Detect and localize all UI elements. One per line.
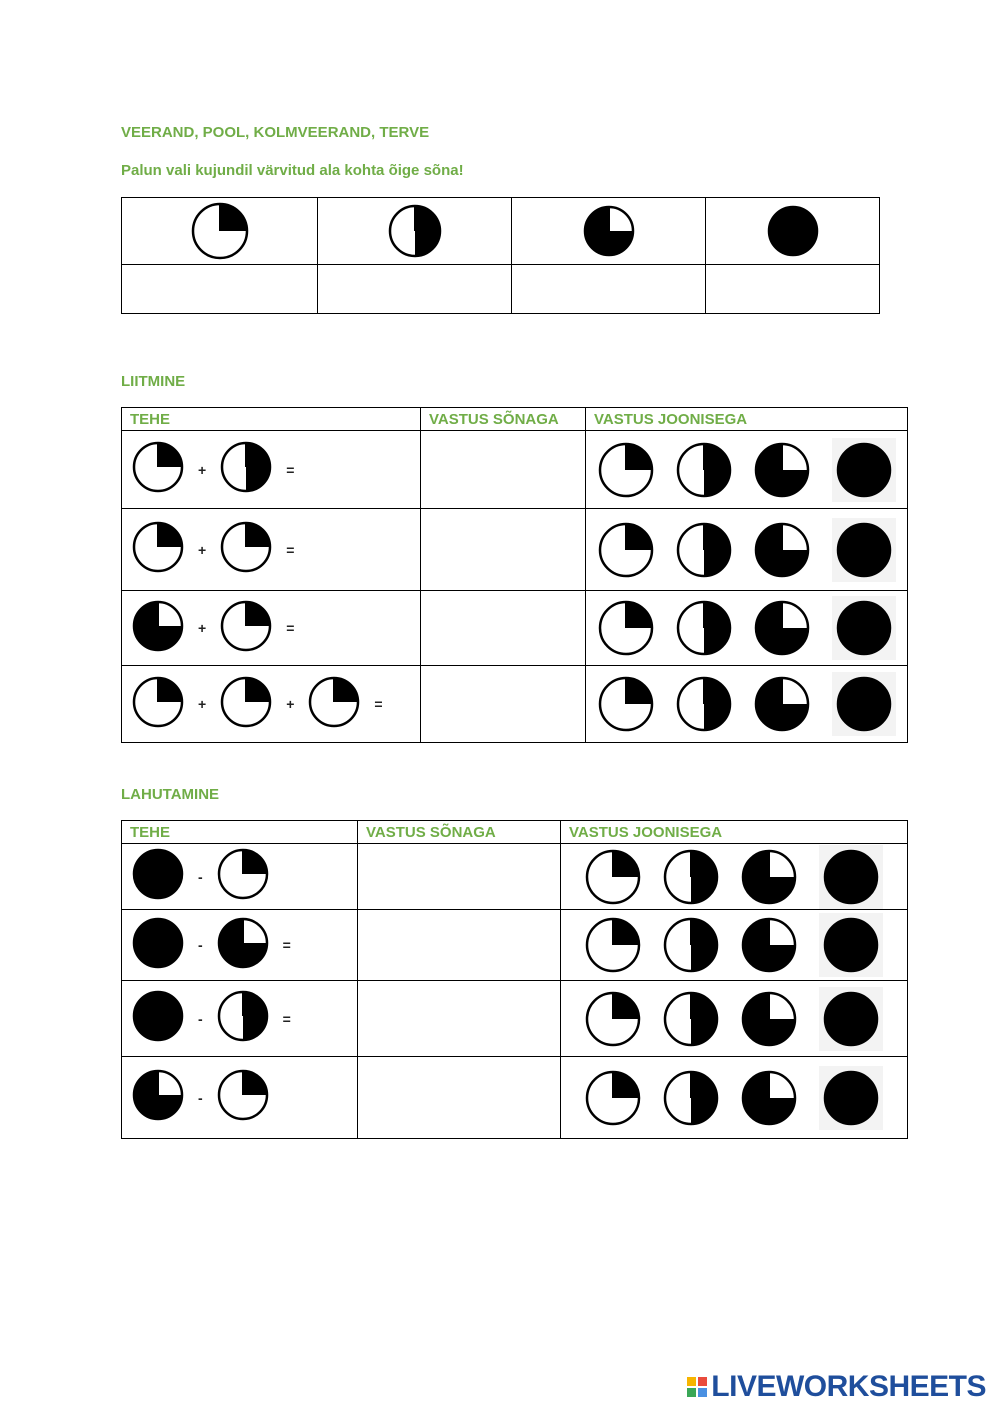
operation-cell — [122, 910, 358, 981]
word-answer-input[interactable] — [358, 844, 561, 910]
operator-sign: - — [198, 868, 203, 885]
word-answer-4[interactable] — [706, 265, 880, 314]
choice-three-quarter[interactable] — [741, 917, 797, 973]
whole-circle-icon — [823, 849, 879, 905]
term-whole — [132, 848, 184, 905]
term-half — [217, 990, 269, 1047]
answer-choices — [586, 672, 907, 736]
choice-three-quarter[interactable] — [741, 991, 797, 1047]
quarter-circle-icon — [191, 202, 249, 260]
operator-sign: = — [374, 696, 383, 712]
word-answer-3[interactable] — [512, 265, 706, 314]
term-quarter — [217, 1069, 269, 1126]
quarter-circle-icon — [132, 441, 184, 493]
operation-cell — [122, 509, 421, 591]
drawing-answer-cell — [561, 981, 908, 1057]
operator-sign: + — [198, 620, 207, 636]
subtraction-heading: LAHUTAMINE — [121, 786, 220, 803]
whole-circle-icon — [836, 676, 892, 732]
logo-text: LIVEWORKSHEETS — [711, 1370, 986, 1403]
quarter-circle-icon — [308, 676, 360, 728]
choice-half[interactable] — [676, 522, 732, 578]
term-three-quarter — [132, 600, 184, 657]
quarter-circle-icon — [598, 442, 654, 498]
choice-whole[interactable] — [832, 596, 896, 660]
three-quarter-circle-icon — [754, 442, 810, 498]
operation-cell — [122, 431, 421, 509]
three-quarter-circle-icon — [754, 600, 810, 656]
term-half — [220, 441, 272, 498]
table-row — [122, 981, 908, 1057]
operator-sign: + — [198, 541, 207, 558]
term-quarter — [132, 676, 184, 733]
choice-half[interactable] — [663, 849, 719, 905]
quarter-circle-icon — [598, 676, 654, 732]
answer-choices — [586, 438, 907, 502]
table-row — [122, 509, 908, 591]
three-quarter-circle-icon — [741, 991, 797, 1047]
answer-choices — [561, 845, 907, 909]
page-title: VEERAND, POOL, KOLMVEERAND, TERVE — [121, 124, 430, 141]
choice-quarter[interactable] — [598, 442, 654, 498]
shape-cell-2 — [318, 198, 512, 265]
answer-choices — [586, 518, 907, 582]
quarter-circle-icon — [585, 849, 641, 905]
choice-quarter[interactable] — [585, 1070, 641, 1126]
logo-icon — [687, 1377, 707, 1397]
term-quarter — [308, 676, 360, 733]
operation-cell — [122, 591, 421, 666]
addition-expression — [122, 676, 420, 733]
half-circle-icon — [676, 442, 732, 498]
drawing-answer-cell — [586, 591, 908, 666]
quarter-circle-icon — [598, 600, 654, 656]
choice-three-quarter[interactable] — [754, 676, 810, 732]
operator-sign: - — [198, 1010, 203, 1027]
choice-half[interactable] — [676, 600, 732, 656]
choice-quarter[interactable] — [598, 676, 654, 732]
table-row — [122, 1057, 908, 1139]
subtraction-table — [121, 820, 908, 1139]
addition-expression — [122, 600, 420, 657]
answer-choices — [561, 987, 907, 1051]
operation-cell — [122, 1057, 358, 1139]
table-row — [122, 666, 908, 743]
operator-sign: = — [282, 937, 291, 953]
operator-sign: - — [198, 1089, 203, 1106]
operator-sign: + — [198, 461, 207, 478]
half-circle-icon — [663, 1070, 719, 1126]
word-answer-input[interactable] — [358, 1057, 561, 1139]
quarter-circle-icon — [217, 848, 269, 900]
word-answer-input[interactable] — [358, 981, 561, 1057]
table-row — [122, 910, 908, 981]
term-quarter — [132, 521, 184, 578]
word-answer-input[interactable] — [358, 910, 561, 981]
liveworksheets-logo — [687, 1370, 986, 1404]
drawing-answer-cell — [561, 1057, 908, 1139]
choice-whole[interactable] — [819, 913, 883, 977]
whole-circle-icon — [823, 1070, 879, 1126]
word-answer-1[interactable] — [122, 265, 318, 314]
whole-circle-icon — [132, 848, 184, 900]
choice-whole[interactable] — [819, 1066, 883, 1130]
subtraction-expression — [122, 990, 357, 1047]
half-circle-icon — [663, 849, 719, 905]
choice-whole[interactable] — [819, 845, 883, 909]
choice-half[interactable] — [663, 1070, 719, 1126]
col-header-word-answer: VASTUS SÕNAGA — [421, 408, 586, 431]
col-header-word-answer: VASTUS SÕNAGA — [358, 821, 561, 844]
shape-3 — [512, 205, 705, 257]
half-circle-icon — [388, 204, 442, 258]
word-answer-input[interactable] — [421, 431, 586, 509]
choice-half[interactable] — [663, 991, 719, 1047]
choice-three-quarter[interactable] — [754, 522, 810, 578]
choice-quarter[interactable] — [598, 600, 654, 656]
table-row — [122, 591, 908, 666]
word-answer-input[interactable] — [421, 591, 586, 666]
addition-heading: LIITMINE — [121, 373, 186, 390]
operator-sign: = — [282, 1010, 291, 1027]
quarter-circle-icon — [217, 1069, 269, 1121]
operator-sign: - — [198, 937, 203, 953]
three-quarter-circle-icon — [583, 205, 635, 257]
operation-cell — [122, 981, 358, 1057]
half-circle-icon — [676, 600, 732, 656]
quarter-circle-icon — [585, 991, 641, 1047]
word-answer-2[interactable] — [318, 265, 512, 314]
term-three-quarter — [217, 917, 269, 974]
shape-cell-3 — [512, 198, 706, 265]
answer-choices — [561, 1066, 907, 1130]
choice-whole[interactable] — [832, 518, 896, 582]
three-quarter-circle-icon — [741, 1070, 797, 1126]
shape-1 — [122, 202, 317, 260]
shape-2 — [318, 204, 511, 258]
three-quarter-circle-icon — [217, 917, 269, 969]
addition-expression — [122, 441, 420, 498]
three-quarter-circle-icon — [741, 917, 797, 973]
half-circle-icon — [676, 522, 732, 578]
whole-circle-icon — [767, 205, 819, 257]
word-answer-input[interactable] — [421, 509, 586, 591]
half-circle-icon — [217, 990, 269, 1042]
whole-circle-icon — [132, 990, 184, 1042]
quarter-circle-icon — [132, 676, 184, 728]
operator-sign: = — [286, 541, 295, 558]
choice-quarter[interactable] — [585, 849, 641, 905]
term-quarter — [220, 521, 272, 578]
whole-circle-icon — [836, 600, 892, 656]
half-circle-icon — [220, 441, 272, 493]
half-circle-icon — [676, 676, 732, 732]
choice-three-quarter[interactable] — [741, 849, 797, 905]
choice-quarter[interactable] — [598, 522, 654, 578]
choice-whole[interactable] — [819, 987, 883, 1051]
subtraction-expression — [122, 848, 357, 905]
whole-circle-icon — [823, 917, 879, 973]
operator-sign: + — [198, 696, 207, 712]
table-row — [122, 844, 908, 910]
term-quarter — [220, 600, 272, 657]
col-header-operation: TEHE — [122, 821, 358, 844]
addition-expression — [122, 521, 420, 578]
whole-circle-icon — [836, 522, 892, 578]
quarter-circle-icon — [220, 676, 272, 728]
subtraction-expression — [122, 917, 357, 974]
three-quarter-circle-icon — [754, 522, 810, 578]
operation-cell — [122, 844, 358, 910]
answer-choices — [586, 596, 907, 660]
term-whole — [132, 990, 184, 1047]
subtraction-expression — [122, 1069, 357, 1126]
term-quarter — [220, 676, 272, 733]
quarter-circle-icon — [585, 1070, 641, 1126]
drawing-answer-cell — [561, 910, 908, 981]
term-whole — [132, 917, 184, 974]
whole-circle-icon — [836, 442, 892, 498]
shape-cell-1 — [122, 198, 318, 265]
whole-circle-icon — [823, 991, 879, 1047]
operation-cell — [122, 666, 421, 743]
choice-whole[interactable] — [832, 438, 896, 502]
operator-sign: + — [286, 696, 295, 712]
shape-word-table — [121, 197, 880, 314]
choice-three-quarter[interactable] — [754, 442, 810, 498]
half-circle-icon — [663, 917, 719, 973]
drawing-answer-cell — [586, 666, 908, 743]
choice-three-quarter[interactable] — [741, 1070, 797, 1126]
word-answer-input[interactable] — [421, 666, 586, 743]
operator-sign: = — [286, 461, 295, 478]
answer-choices — [561, 913, 907, 977]
col-header-drawing-answer: VASTUS JOONISEGA — [586, 408, 908, 431]
quarter-circle-icon — [220, 600, 272, 652]
choice-quarter[interactable] — [585, 991, 641, 1047]
drawing-answer-cell — [586, 509, 908, 591]
shape-cell-4 — [706, 198, 880, 265]
three-quarter-circle-icon — [741, 849, 797, 905]
choice-half[interactable] — [663, 917, 719, 973]
half-circle-icon — [663, 991, 719, 1047]
instruction-text: Palun vali kujundil värvitud ala kohta õige sõna! — [121, 162, 464, 179]
quarter-circle-icon — [220, 521, 272, 573]
drawing-answer-cell — [561, 844, 908, 910]
table-row — [122, 431, 908, 509]
three-quarter-circle-icon — [132, 600, 184, 652]
col-header-operation: TEHE — [122, 408, 421, 431]
quarter-circle-icon — [132, 521, 184, 573]
addition-table — [121, 407, 908, 743]
choice-three-quarter[interactable] — [754, 600, 810, 656]
operator-sign: = — [286, 620, 295, 636]
term-quarter — [217, 848, 269, 905]
quarter-circle-icon — [598, 522, 654, 578]
choice-quarter[interactable] — [585, 917, 641, 973]
term-three-quarter — [132, 1069, 184, 1126]
choice-half[interactable] — [676, 676, 732, 732]
whole-circle-icon — [132, 917, 184, 969]
three-quarter-circle-icon — [754, 676, 810, 732]
choice-half[interactable] — [676, 442, 732, 498]
shape-4 — [706, 205, 879, 257]
choice-whole[interactable] — [832, 672, 896, 736]
drawing-answer-cell — [586, 431, 908, 509]
col-header-drawing-answer: VASTUS JOONISEGA — [561, 821, 908, 844]
three-quarter-circle-icon — [132, 1069, 184, 1121]
quarter-circle-icon — [585, 917, 641, 973]
term-quarter — [132, 441, 184, 498]
